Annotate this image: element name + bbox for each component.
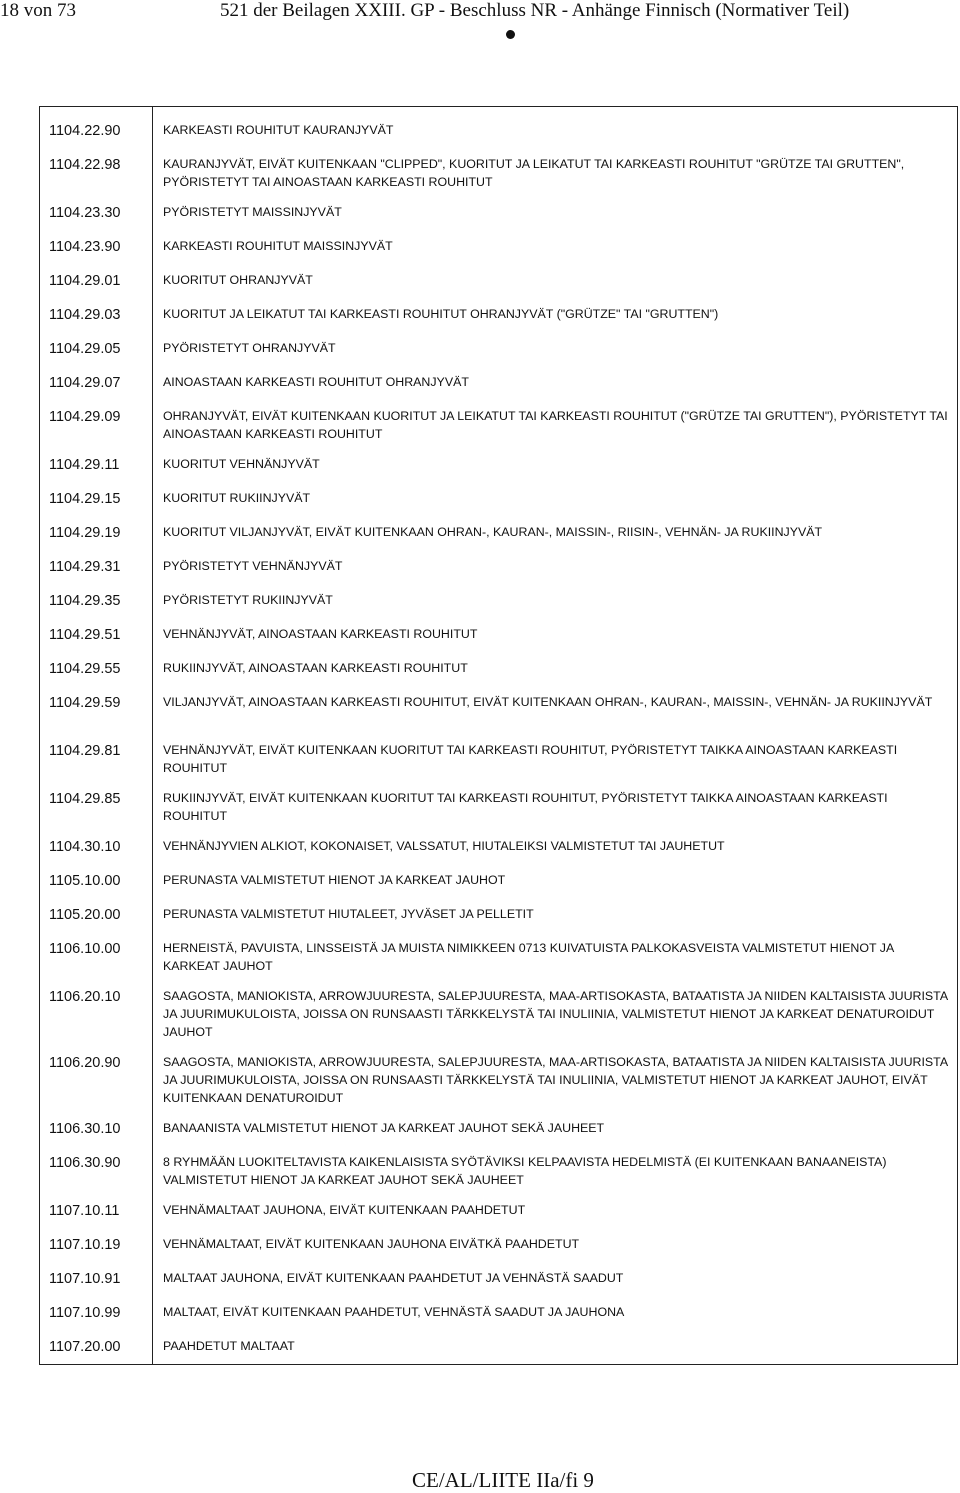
tariff-code: 1104.29.85 bbox=[49, 791, 121, 807]
tariff-code: 1104.29.59 bbox=[49, 695, 121, 711]
tariff-description: OHRANJYVÄT, EIVÄT KUITENKAAN KUORITUT JA LEIKATUT TAI KARKEASTI ROUHITUT ("GRÜTZE TAI GRUTTEN"), PYÖRISTETYT TAI AINOASTAAN KARKEASTI ROUHITUT bbox=[163, 409, 948, 441]
tariff-code: 1104.29.51 bbox=[49, 627, 121, 643]
tariff-code: 1104.29.01 bbox=[49, 273, 121, 289]
tariff-description: BANAANISTA VALMISTETUT HIENOT JA KARKEAT JAUHOT SEKÄ JAUHEET bbox=[163, 1121, 605, 1135]
tariff-code: 1105.20.00 bbox=[49, 907, 121, 923]
tariff-code: 1104.29.11 bbox=[49, 457, 120, 473]
tariff-description: PYÖRISTETYT MAISSINJYVÄT bbox=[163, 205, 342, 219]
tariff-description: PAAHDETUT MALTAAT bbox=[163, 1339, 295, 1353]
tariff-code: 1104.22.90 bbox=[49, 123, 121, 139]
tariff-code: 1107.10.11 bbox=[49, 1203, 120, 1219]
tariff-description: SAAGOSTA, MANIOKISTA, ARROWJUURESTA, SALEPJUURESTA, MAA-ARTISOKASTA, BATAATISTA JA NIIDEN KALTAISISTA JUURISTA JA JUURIMUKULOISTA, JOISSA ON RUNSAASTI TÄRKKELYSTÄ TAI INULIINIA, VALMISTETUT HIENOT JA KARKEAT JAUHOT, EIVÄT KUITENKAAN DENATUROIDUT bbox=[163, 1055, 948, 1105]
tariff-description: VEHNÄNJYVÄT, EIVÄT KUITENKAAN KUORITUT TAI KARKEASTI ROUHITUT, PYÖRISTETYT TAIKKA AINOASTAAN KARKEASTI ROUHITUT bbox=[163, 743, 898, 775]
document-reference: CE/AL/LIITE IIa/fi 9 bbox=[412, 1468, 594, 1492]
tariff-description: KUORITUT JA LEIKATUT TAI KARKEASTI ROUHITUT OHRANJYVÄT ("GRÜTZE" TAI "GRUTTEN") bbox=[163, 307, 719, 321]
tariff-code: 1104.30.10 bbox=[49, 839, 121, 855]
tariff-code: 1106.20.90 bbox=[49, 1055, 121, 1071]
tariff-description: PERUNASTA VALMISTETUT HIUTALEET, JYVÄSET JA PELLETIT bbox=[163, 907, 534, 921]
tariff-description: RUKIINJYVÄT, EIVÄT KUITENKAAN KUORITUT TAI KARKEASTI ROUHITUT, PYÖRISTETYT TAIKKA AINOASTAAN KARKEASTI ROUHITUT bbox=[163, 791, 888, 823]
tariff-description: KARKEASTI ROUHITUT KAURANJYVÄT bbox=[163, 123, 394, 137]
tariff-code: 1104.29.19 bbox=[49, 525, 121, 541]
tariff-description: PYÖRISTETYT RUKIINJYVÄT bbox=[163, 593, 333, 607]
tariff-description: KUORITUT VILJANJYVÄT, EIVÄT KUITENKAAN OHRAN-, KAURAN-, MAISSIN-, RIISIN-, VEHNÄN- JA RUKIINJYVÄT bbox=[163, 525, 823, 539]
tariff-code: 1104.29.05 bbox=[49, 341, 121, 357]
column-divider bbox=[152, 106, 153, 1365]
tariff-code: 1104.29.31 bbox=[49, 559, 121, 575]
tariff-description: AINOASTAAN KARKEASTI ROUHITUT OHRANJYVÄT bbox=[163, 375, 469, 389]
tariff-code: 1104.23.90 bbox=[49, 239, 121, 255]
tariff-description: 8 RYHMÄÄN LUOKITELTAVISTA KAIKENLAISISTA SYÖTÄVIKSI KELPAAVISTA HEDELMISTÄ (EI KUITENKAAN BANAANEISTA) VALMISTETUT HIENOT JA KARKEAT JAUHOT SEKÄ JAUHEET bbox=[163, 1155, 887, 1187]
bullet-icon bbox=[506, 30, 515, 39]
tariff-description: VEHNÄMALTAAT JAUHONA, EIVÄT KUITENKAAN PAAHDETUT bbox=[163, 1203, 526, 1217]
tariff-code: 1107.10.99 bbox=[49, 1305, 121, 1321]
tariff-code: 1104.29.09 bbox=[49, 409, 121, 425]
tariff-description: PYÖRISTETYT VEHNÄNJYVÄT bbox=[163, 559, 343, 573]
tariff-description: KUORITUT OHRANJYVÄT bbox=[163, 273, 313, 287]
tariff-code: 1106.20.10 bbox=[49, 989, 121, 1005]
tariff-code: 1107.10.91 bbox=[49, 1271, 121, 1287]
tariff-code: 1104.29.55 bbox=[49, 661, 121, 677]
tariff-description: MALTAAT, EIVÄT KUITENKAAN PAAHDETUT, VEHNÄSTÄ SAADUT JA JAUHONA bbox=[163, 1305, 625, 1319]
tariff-description: VILJANJYVÄT, AINOASTAAN KARKEASTI ROUHITUT, EIVÄT KUITENKAAN OHRAN-, KAURAN-, MAISSIN-, VEHNÄN- JA RUKIINJYVÄT bbox=[163, 695, 933, 709]
tariff-code: 1104.29.81 bbox=[49, 743, 121, 759]
document-title: 521 der Beilagen XXIII. GP - Beschluss NR - Anhänge Finnisch (Normativer Teil) bbox=[220, 0, 850, 21]
tariff-code: 1104.22.98 bbox=[49, 157, 121, 173]
tariff-code: 1105.10.00 bbox=[49, 873, 121, 889]
tariff-description: PYÖRISTETYT OHRANJYVÄT bbox=[163, 341, 336, 355]
tariff-code: 1107.20.00 bbox=[49, 1339, 121, 1355]
tariff-description: VEHNÄNJYVÄT, AINOASTAAN KARKEASTI ROUHITUT bbox=[163, 627, 478, 641]
tariff-code: 1104.29.35 bbox=[49, 593, 121, 609]
tariff-code: 1106.30.90 bbox=[49, 1155, 121, 1171]
tariff-code: 1104.29.03 bbox=[49, 307, 121, 323]
tariff-description: RUKIINJYVÄT, AINOASTAAN KARKEASTI ROUHITUT bbox=[163, 661, 468, 675]
tariff-code: 1104.23.30 bbox=[49, 205, 121, 221]
tariff-code: 1104.29.07 bbox=[49, 375, 121, 391]
tariff-description: KARKEASTI ROUHITUT MAISSINJYVÄT bbox=[163, 239, 393, 253]
tariff-description: SAAGOSTA, MANIOKISTA, ARROWJUURESTA, SALEPJUURESTA, MAA-ARTISOKASTA, BATAATISTA JA NIIDEN KALTAISISTA JUURISTA JA JUURIMUKULOISTA, JOISSA ON RUNSAASTI TÄRKKELYSTÄ TAI INULIINIA, VALMISTETUT HIENOT JA KARKEAT DENATUROIDUT JAUHOT bbox=[163, 989, 948, 1039]
page-number: 18 von 73 bbox=[0, 0, 76, 21]
tariff-code: 1107.10.19 bbox=[49, 1237, 121, 1253]
tariff-description: VEHNÄMALTAAT, EIVÄT KUITENKAAN JAUHONA EIVÄTKÄ PAAHDETUT bbox=[163, 1237, 580, 1251]
tariff-description: MALTAAT JAUHONA, EIVÄT KUITENKAAN PAAHDETUT JA VEHNÄSTÄ SAADUT bbox=[163, 1271, 624, 1285]
tariff-code: 1106.10.00 bbox=[49, 941, 121, 957]
tariff-description: KAURANJYVÄT, EIVÄT KUITENKAAN "CLIPPED", KUORITUT JA LEIKATUT TAI KARKEASTI ROUHITUT "GRÜTZE TAI GRUTTEN", PYÖRISTETYT TAI AINOASTAAN KARKEASTI ROUHITUT bbox=[163, 157, 905, 189]
tariff-description: KUORITUT RUKIINJYVÄT bbox=[163, 491, 311, 505]
tariff-description: PERUNASTA VALMISTETUT HIENOT JA KARKEAT JAUHOT bbox=[163, 873, 506, 887]
tariff-description: VEHNÄNJYVIEN ALKIOT, KOKONAISET, VALSSATUT, HIUTALEIKSI VALMISTETUT TAI JAUHETUT bbox=[163, 839, 725, 853]
tariff-code: 1104.29.15 bbox=[49, 491, 121, 507]
tariff-description: KUORITUT VEHNÄNJYVÄT bbox=[163, 457, 320, 471]
tariff-code: 1106.30.10 bbox=[49, 1121, 121, 1137]
tariff-description: HERNEISTÄ, PAVUISTA, LINSSEISTÄ JA MUISTA NIMIKKEEN 0713 KUIVATUISTA PALKOKASVEISTA VALMISTETUT HIENOT JA KARKEAT JAUHOT bbox=[163, 941, 894, 973]
